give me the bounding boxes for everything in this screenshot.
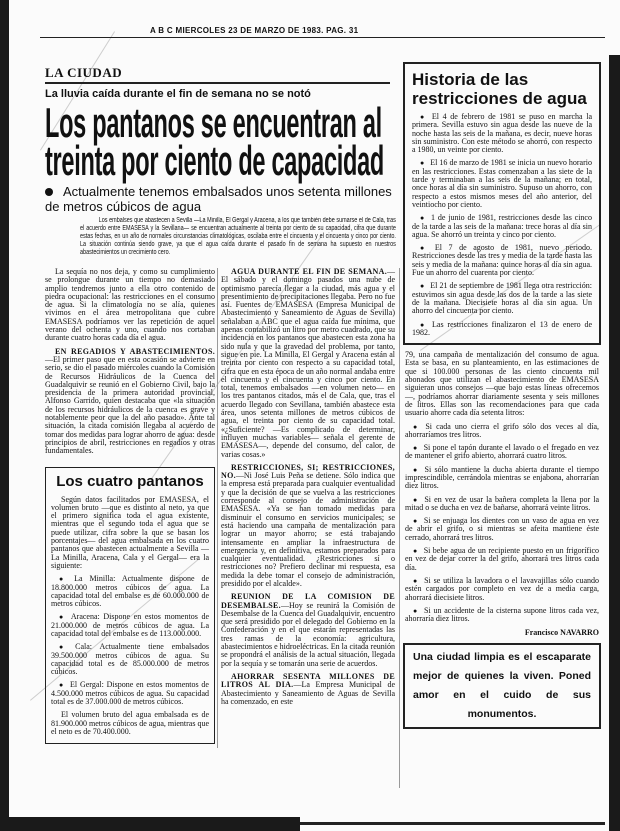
paragraph-lead: EN REGADIOS Y ABASTECIMIENTOS. (55, 346, 215, 356)
column-2 (221, 268, 395, 711)
tip-item: ● Si un accidente de la cisterna supone litros cada vez, ahorraría diez litros. (405, 607, 599, 624)
box-title: Los cuatro pantanos (56, 472, 204, 490)
tip-item: ● Si se utiliza la lavadora o el lavavajillas sólo cuando estén cargados por completo en vez de a media carga, ahorrará diecisiete litros. (405, 577, 599, 602)
paragraph: 79, una campaña de mentalización del consumo de agua. Esta se basa, en su planteamiento, en las estimaciones de que si 100.000 personas de las ciento cincuenta mil abonados que utilizan el abastecimiento de EMASESA siguieran unos consejos —que bajo estas líneas ofrecemos—, podríamos ahorrar diariamente sesenta y seis millones de litros. Ellas son las recomendaciones para que cada usuario ahorre cada día setenta litros: (405, 350, 599, 418)
paragraph-lead: REUNION DE LA COMISION DE DESEMBALSE. (221, 592, 395, 610)
history-item: ● El 21 de septiembre de 1981 llega otra restricción: estuvimos sin agua desde las dos de la tarde a las siete de la mañana. Diecisiete horas al día sin agua. Un ahorro del cincuenta por ciento. (412, 282, 592, 315)
slogan-text: Una ciudad limpia es el escaparate mejor de quienes la viven. Poned amor en el cuido de sus monumentos. (413, 651, 591, 721)
bullet-icon (45, 188, 53, 196)
column-3 (403, 351, 601, 637)
column-divider (399, 268, 400, 788)
history-item: ● El 7 de agosto de 1981, nuevo periodo. Restricciones desde las tres y media de la tarde hasta las seis y media de la mañana: quince horas al día sin agua. Fue un ahorro del cuarenta por ciento. (412, 244, 592, 277)
paragraph (221, 673, 395, 706)
history-item: ● Las restricciones finalizaron el 13 de enero de 1982. (412, 321, 592, 338)
paragraph-text: —Ni José Luis Peña se detiene. Sólo indica que la empresa está preparada para cualquier eventualidad y que la decisión de que se vuelva a las restricciones corresponde al consejo de administración de EMASESA. «Ya se han tomado medidas para disminuir el consumo en servicios municipales; se está haciendo una campaña de mentalización para lograr un mayor ahorro; se está trabajando intensamente en ampliar la infraestructura de emergencia y, en definitiva, estamos preparados para cualquier eventualidad. ¿Restricciones sí o restricciones no? Prefiero declinar mi respuesta, esa medida la debe tomar el consejo de administración, presidido por el alcalde». (221, 471, 395, 588)
reservoir-item: ● La Minilla: Actualmente dispone de 18.800.000 metros cúbicos de agua. La capacidad total del embalse es de 60.000.000 de metros cúbicos. (51, 575, 209, 608)
history-item: ● 1 de junio de 1981, restricciones desde las cinco de la tarde a las seis de la mañana: trece horas al día sin agua. Se ahorró un treinta y cinco por ciento. (412, 214, 592, 239)
sidebar-title-line: restricciones de agua (412, 89, 587, 108)
tip-item: ● Si en vez de usar la bañera completa la llena por la mitad o se ducha en vez de bañarse, ahorrará veinte litros. (405, 496, 599, 513)
paragraph-text: —Hoy se reunirá la Comisión de Desembalse de la Cuenca del Guadalquivir, encuentro que será presidido por el delegado del Gobierno en la Confederación y en el que estarán representadas las tres ramas de la economía: agricultura, abastecimientos e hidroeléctricas. En la citada reunión se propondrá el análisis de la actual situación, llegada por la sequía y se tomarán una serie de acuerdos. (221, 600, 395, 668)
paragraph (221, 593, 395, 668)
left-stack (45, 268, 215, 744)
column-divider (217, 268, 218, 748)
paragraph-text: —La Empresa Municipal de Abastecimiento y Saneamiento de Aguas de Sevilla ha comenzado, en este (221, 680, 395, 706)
paragraph-text: —El primer paso que en esta ocasión se advierte en serio, se dio el pasado miércoles cuando la Comisión de Recursos Hidráulicos de la Cuenca del Guadalquivir se reunió en el Gobierno Civil, bajo la presidencia de la primera autoridad provincial, Alfonso Garrido, quien destacaba que «la situación de los recursos hidráulicos de la cuenca es grave y notablemente peor que la del año pasado». Ante tal situación, la citada comisión llegaba al acuerdo de tomar dos medidas para lograr ahorro de agua: desde principios de abril, restricciones en regadíos y otras fundamentales. (45, 354, 215, 456)
paragraph (221, 464, 395, 588)
reservoir-item: ● Cala: Actualmente tiene embalsados 39.500.000 metros cúbicos de agua. Su capacidad total es de 85.000.000 de metros cúbicos. (51, 643, 209, 676)
sidebar-title-line: Historia de las (412, 70, 529, 89)
scan-edge-bottom (0, 817, 300, 831)
sidebar-title (412, 70, 592, 108)
article-headline (45, 99, 384, 184)
section-rule (45, 82, 390, 84)
paragraph: Según datos facilitados por EMASESA, el volumen bruto —que es distinto al neto, ya que el primero significa toda el agua existente, mientras que el segundo toda el agua que se puede utilizar, cifra sobre la que se basan los porcentajes— del agua embalsada en los cuatro pantanos que abastecen actualmente a Sevilla —La Minilla, Aracena, Cala y el Gergal— era la siguiente: (51, 494, 209, 570)
reservoir-item: ● El Gergal: Dispone en estos momentos de 4.500.000 metros cúbicos de agua. Su capacidad total es de 37.000.000 de metros cúbicos. (51, 681, 209, 706)
sidebar-body (412, 113, 592, 337)
scan-edge-left (0, 0, 9, 831)
article-lead: Los embalses que abastecen a Sevilla —La Minilla, El Gergal y Aracena, a los que también debe sumarse el de Cala, tras el acuerdo entre EMASESA y la Sevillana— se encuentran actualmente al treinta por ciento de su capacidad, cifra que durante estas fechas, en un año de normales circunstancias climatológicas, oscilaba entre el cincuenta y el cincuenta y cinco por ciento. La situación continúa siendo grave, ya que el agua caída durante el pasado fin de semana ha supuesto en nuestros abastecimientos un crecimiento cero. (80, 217, 396, 256)
tip-item: ● Si bebe agua de un recipiente puesto en un frigorífico en vez de dejar correr la del grifo, ahorrará tres litros cada día. (405, 547, 599, 572)
section-label: LA CIUDAD (45, 65, 123, 80)
article-kicker: La lluvia caída durante el fin de semana no se notó (45, 88, 311, 100)
tip-item: ● Si pone el tapón durante el lavado o el fregado en vez de mantener el grifo abierto, ahorrará cuatro litros. (405, 444, 599, 461)
headline-line-1: Los pantanos se encuentran al (45, 99, 382, 146)
tip-item: ● Si sólo mantiene la ducha abierta durante el tiempo imprescindible, cerrándola mientras se enjabona, ahorrarían diez litros. (405, 466, 599, 491)
headline-line-2: treinta por ciento de capacidad (45, 137, 384, 184)
tip-item: ● Si se enjuaga los dientes con un vaso de agua en vez de abrir el grifo, o si mientras se afeita mantiene éste cerrado, ahorrará tres litros. (405, 517, 599, 542)
paragraph-lead: RESTRICCIONES, SI; RESTRICCIONES, NO. (221, 462, 395, 481)
paragraph (221, 268, 395, 459)
reservoirs-box (45, 467, 215, 745)
scan-edge-right (609, 55, 620, 831)
right-stack (403, 62, 601, 729)
paragraph-lead: AHORRAR SESENTA MILLONES DE LITROS AL DIA. (221, 671, 395, 690)
deck-text: Actualmente tenemos embalsados unos setenta millones de metros cúbicos de agua (45, 184, 392, 214)
byline: Francisco NAVARRO (524, 628, 599, 638)
paragraph: La sequía no nos deja, y como su cumplimiento se prolongue durante un tiempo no demasiado amplio tendremos junto a ella otro contenido de piedra ocupacional: las restricciones en el consumo de agua. Si la climatología no se alía, quienes vivimos en el área metropolitana que cubre EMASESA podríamos ver las repetición de aquel verano del ochenta y uno, cuando nos cortaban durante cuatro horas cada día el agua. (45, 267, 215, 343)
paragraph: El volumen bruto del agua embalsada es de 81.900.000 metros cúbicos de agua, mientras que el neto es de 70.400.000. (51, 710, 209, 736)
column-1 (45, 268, 215, 461)
paragraph-lead: AGUA DURANTE EL FIN DE SEMANA. (231, 267, 387, 276)
article-deck (45, 184, 395, 214)
header-rule (40, 37, 605, 38)
page-bottom-rule (300, 822, 605, 825)
reservoir-item: ● Aracena: Dispone en estos momentos de 21.000.000 de metros cúbicos de agua. La capacidad total del embalse es de 113.000.000. (51, 613, 209, 638)
civic-slogan-box (403, 643, 601, 729)
paragraph-text: —El sábado y el domingo pasados una nube de optimismo parecía llegar a la ciudad, más agua y el presentimiento de precipitaciones llegaba. Pero no fue así. Fuentes de EMASESA (Empresa Municipal de Abastecimiento y Saneamiento de Aguas de Sevilla) señalaban a ABC que el agua caída fue mínima, que apenas contabilizó un litro por metro cuadrado, que su incidencia en los pantanos que abastecen esta zona ha sido nula y que la gravedad del problema, por tanto, sigue en pie. La Minilla, El Gergal y Aracena están al treinta por ciento con respecto a su capacidad total, cifra que en esta época de un año normal andaba entre el cincuenta y el cincuenta y cinco por ciento. En total, tenemos embalsados —en volumen neto— en los tres pantanos citados, más el de Cala, que, tras el acuerdo llegado con Sevillana, también abastece esta área, unos setenta millones de metros cúbicos de agua, el treinta por ciento de su capacidad total. «¿Suficiente? —Es complicado de determinar, influyen muchas variables— señala el gerente de EMASESA—, depende del consumo, del calor, de varias cosas.» (221, 267, 395, 459)
history-item: ● El 4 de febrero de 1981 se puso en marcha la primera. Sevilla estuvo sin agua desde las nueve de la noche hasta las seis de la mañana, es decir, nueve horas sin suministro. Con este método se ahorró, con respecto a 1980, un veinte por ciento. (412, 113, 592, 154)
box-body (51, 496, 209, 737)
page-folio: A B C MIERCOLES 23 DE MARZO DE 1983. PAG. 31 (150, 26, 359, 35)
paragraph (45, 348, 215, 456)
tip-item: ● Si cada uno cierra el grifo sólo dos veces al día, ahorraríamos tres litros. (405, 423, 599, 440)
restrictions-history-box (403, 62, 601, 345)
history-item: ● El 16 de marzo de 1981 se inicia un nuevo horario en las restricciones. Estas comenzaban a las siete de la tarde y terminaban a las seis de la mañana; en total, once horas al día sin suministro. Supuso un ahorro, con respecto a estos mismos meses del año anterior, del veintiocho por ciento. (412, 159, 592, 209)
